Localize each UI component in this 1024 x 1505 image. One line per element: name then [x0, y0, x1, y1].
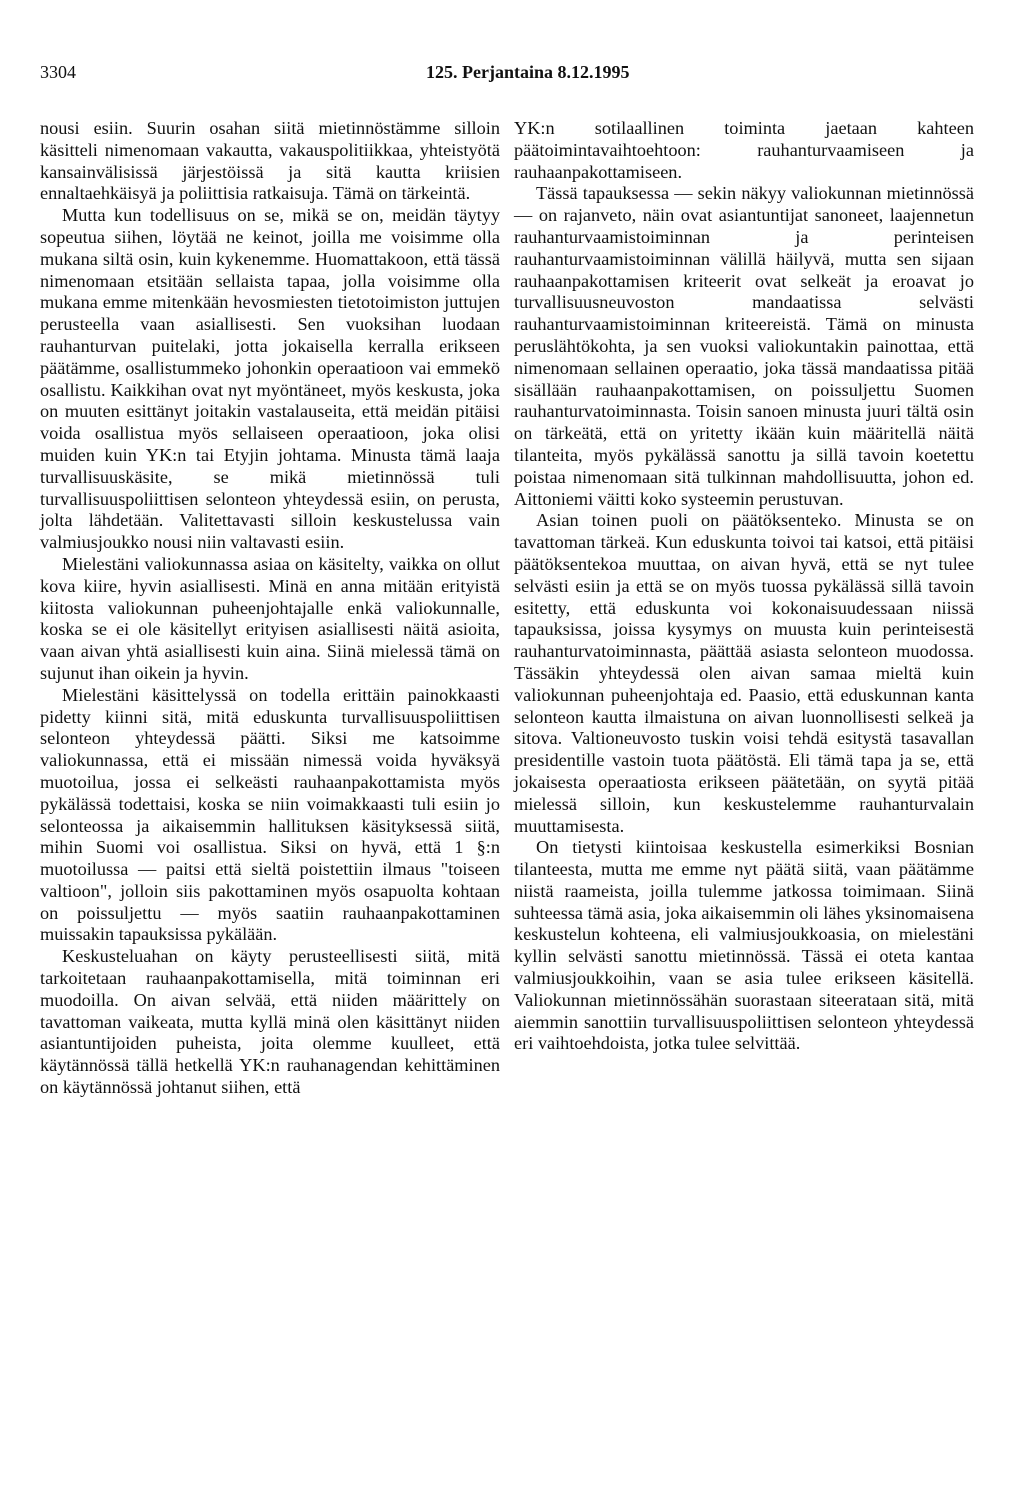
page-number: 3304 — [40, 62, 76, 82]
paragraph: Mielestäni käsittelyssä on todella erittäin painokkaasti pidetty kiinni sitä, mitä eduskunta turvallisuuspoliittisen selonteon yhteydessä päätti. Siksi me katsoimme valiokunnassa, että ei missään nimessä voida hyväksyä muotoilua, jossa ei selkeästi rauhaanpakottamista myös pykälässä todettaisi, koska se niin voimakkaasti tuli esiin jo selonteossa ja aikaisemmin hallituksen käsityksessä siitä, mihin Suomi voi osallistua. Siksi on hyvä, että 1 §:n muotoilussa — paitsi että sieltä poistettiin ilmaus "toiseen valtioon", jolloin siis pakottaminen myös osapuolta kohtaan on poissuljettu — myös saatiin rauhaanpakottaminen muissakin tapauksissa pykälään. — [40, 684, 500, 945]
right-column — [514, 118, 974, 1055]
paragraph: Mutta kun todellisuus on se, mikä se on, meidän täytyy sopeutua siihen, löytää ne keinot, joilla me voisimme olla mukana siltä osin, kuin kykenemme. Huomattakoon, että tässä nimenomaan etsitään sellaista tapaa, jolla voisimme olla mukana emme mitenkään hevosmiesten tietotoimiston juttujen perusteella vaan asiallisesti. Sen vuoksihan luodaan rauhanturvan puitelaki, jotta jokaisella kerralla erikseen päätämme, osallistummeko johonkin operaatioon vai emmekö osallistu. Kaikkihan ovat nyt myöntäneet, myös keskusta, joka on muuten esittänyt joitakin vastalauseita, että meidän pitäisi voida osallistua myös sellaiseen operaatioon, joka olisi muiden kuin YK:n tai Etyjin johtama. Minusta tämä laaja turvallisuuskäsite, se mikä mietinnössä tuli turvallisuuspoliittisen selonteon yhteydessä esiin, on perusta, jolta lähdetään. Valitettavasti silloin keskustelussa vain valmiusjoukko nousi niin valtavasti esiin. — [40, 205, 500, 553]
left-column — [40, 118, 500, 1099]
paragraph: Tässä tapauksessa — sekin näkyy valiokunnan mietinnössä — on rajanveto, näin ovat asiantuntijat sanoneet, laajennetun rauhanturvaamistoiminnan ja perinteisen rauhanturvaamistoiminnan välillä häilyvä, mutta sen sijaan rauhaanpakottamisen kriteerit ovat selkeät ja eroavat jo turvallisuusneuvoston mandaatissa selvästi rauhanturvaamistoiminnan kriteereistä. Tämä on minusta peruslähtökohta, ja sen vuoksi valiokuntakin painottaa, että nimenomaan sellainen operaatio, joka tässä mandaatissa pitää sisällään rauhaanpakottamisen, on poissuljettu Suomen rauhanturvatoiminnasta. Toisin sanoen minusta juuri tältä osin on tärkeätä, että on yritetty ikään kuin määritellä näitä tilanteita, myös pykälässä sanottu ja sillä tavoin koetettu poistaa nimenomaan sitä tulkinnan mahdollisuutta, johon ed. Aittoniemi väitti koko systeemin perustuvan. — [514, 183, 974, 509]
paragraph: nousi esiin. Suurin osahan siitä mietinnöstämme silloin käsitteli nimenomaan vakautta, vakauspolitiikkaa, yhteistyötä kansainvälisissä järjestöissä ja sitä kautta kriisien ennaltaehkäisyä ja poliittisia ratkaisuja. Tämä on tärkeintä. — [40, 118, 500, 204]
session-date: 125. Perjantaina 8.12.1995 — [426, 62, 630, 82]
paragraph: Keskusteluahan on käyty perusteellisesti siitä, mitä tarkoitetaan rauhaanpakottamisella, mitä toiminnan eri muodoilla. On aivan selvää, että niiden määrittely on tavattoman vaikeata, mutta kyllä minä olen käsittänyt niiden asiantuntijoiden puheista, joita olemme kuulleet, että käytännössä tällä hetkellä YK:n rauhanagendan kehittäminen on käytännössä johtanut siihen, että — [40, 946, 500, 1098]
paragraph: YK:n sotilaallinen toiminta jaetaan kahteen päätoimintavaihtoehtoon: rauhanturvaamiseen ja rauhaanpakottamiseen. — [514, 118, 974, 182]
page-header — [40, 62, 984, 86]
paragraph: On tietysti kiintoisaa keskustella esimerkiksi Bosnian tilanteesta, mutta me emme nyt päätä siitä, vaan päätämme niistä raameista, joilla tulemme jatkossa toimimaan. Siinä suhteessa tämä asia, joka aikaisemmin oli lähes yksinomaisena keskustelun kohteena, eli valmiusjoukkoasia, on mielestäni kyllin selvästi sanottu mietinnössä. Tässä ei oteta kantaa valmiusjoukkoihin, vaan se asia tulee erikseen käsitellä. Valiokunnan mietinnössähän suorastaan siteerataan sitä, mitä aiemmin sanottiin turvallisuuspoliittisen selonteon yhteydessä eri vaihtoehdoista, jotka tulee selvittää. — [514, 837, 974, 1054]
paragraph: Asian toinen puoli on päätöksenteko. Minusta se on tavattoman tärkeä. Kun eduskunta toivoi tai katsoi, että pitäisi päätöksentekoa muuttaa, on aivan hyvä, että se nyt tulee selvästi esiin ja että se on myös tuossa pykälässä sillä tavoin esitetty, että eduskunta voi kokonaisuudessaan niissä tapauksissa, joissa kysymys on muusta kuin perinteisestä rauhanturvatoiminnasta, päättää asiasta selonteon muodossa. Tässäkin yhteydessä olen aivan samaa mieltä kuin valiokunnan puheenjohtaja ed. Paasio, että eduskunnan kanta selonteon kautta ilmaistuna on aivan luonnollisesti selkeä ja sitova. Valtioneuvosto tuskin voisi tehdä esitystä tasavallan presidentille vastoin tuota päätöstä. Eli tämä tapa ja se, että jokaisesta operaatiosta erikseen päätetään, on syytä pitää mielessä silloin, kun keskustelemme rauhanturvalain muuttamisesta. — [514, 510, 974, 836]
paragraph: Mielestäni valiokunnassa asiaa on käsitelty, vaikka on ollut kova kiire, hyvin asiallisesti. Minä en anna mitään erityistä kiitosta valiokunnan puheenjohtajalle enkä valiokunnalle, koska se ei ole käsitellyt erityisen asiallisesti näitä asioita, vaan aivan yhtä asiallisesti kuin aina. Siinä mielessä tämä on sujunut ihan oikein ja hyvin. — [40, 553, 500, 683]
